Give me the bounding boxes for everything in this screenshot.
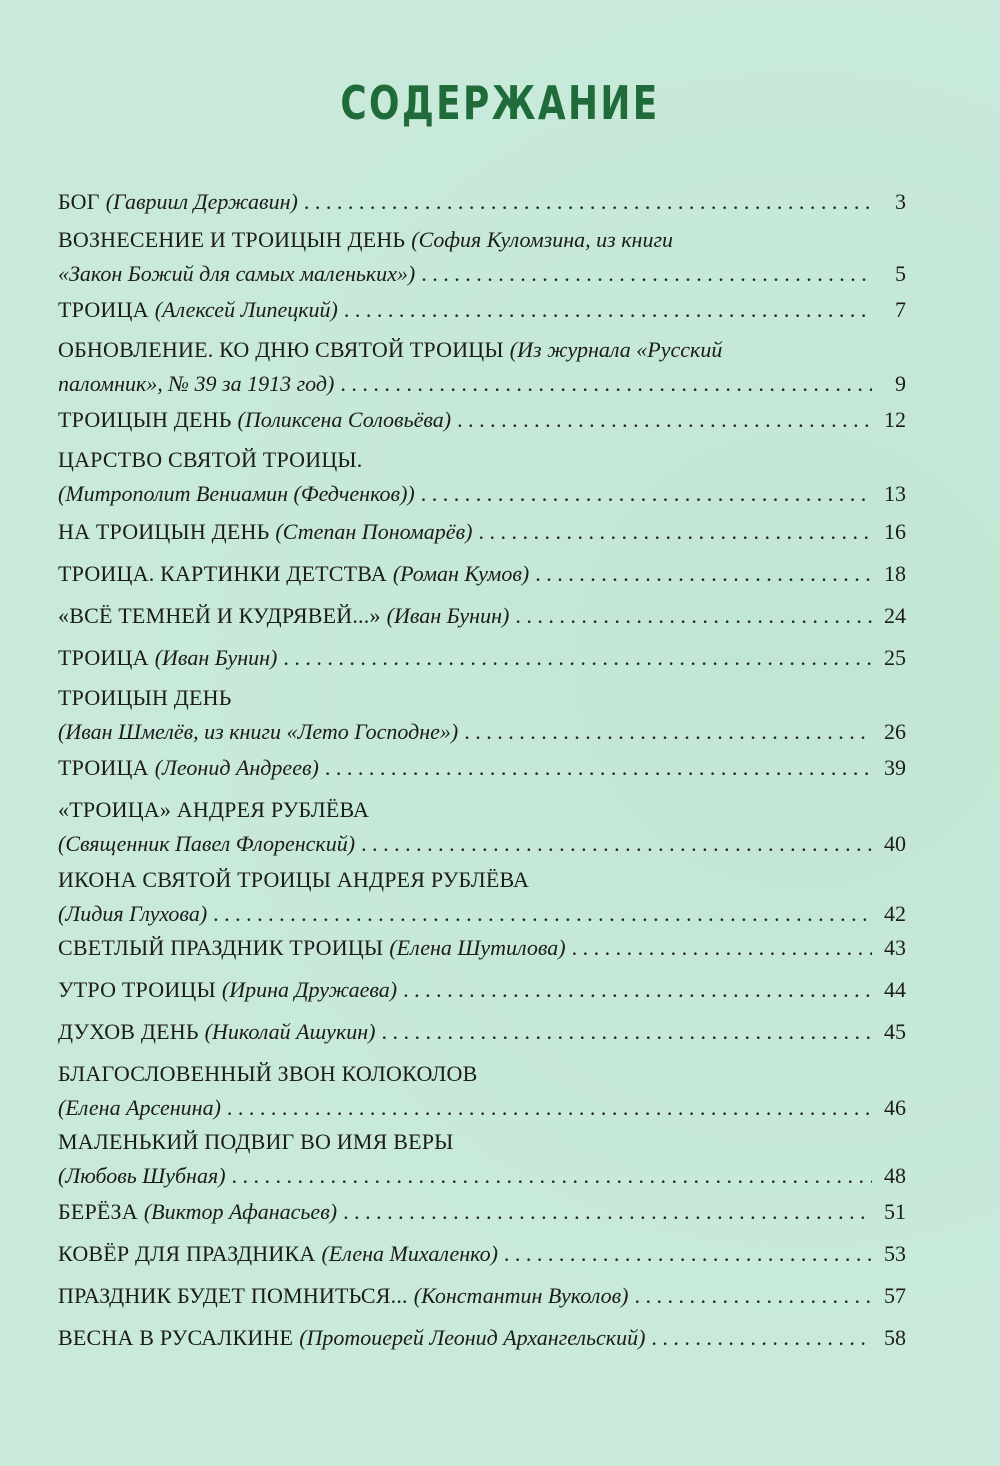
entry-title: ВОЗНЕСЕНИЕ И ТРОИЦЫН ДЕНЬ [58,227,406,252]
entry-page-number: 39 [884,755,906,780]
entry-page-number: 57 [884,1283,906,1308]
entry-page-number: 24 [884,603,906,628]
entry-title: ИКОНА СВЯТОЙ ТРОИЦЫ АНДРЕЯ РУБЛЁВА [58,867,530,892]
leader-dots [361,830,872,858]
toc-entry[interactable] [58,1240,906,1268]
entry-title: ОБНОВЛЕНИЕ. КО ДНЮ СВЯТОЙ ТРОИЦЫ [58,337,504,362]
leader-dots [535,560,872,588]
entry-author: паломник», № 39 за 1913 год) [58,371,335,396]
page-title: СОДЕРЖАНИЕ [340,76,660,130]
entry-title: МАЛЕНЬКИЙ ПОДВИГ ВО ИМЯ ВЕРЫ [58,1129,454,1154]
entry-author: (Ирина Дружаева) [221,977,398,1002]
entry-title: «ВСЁ ТЕМНЕЙ И КУДРЯВЕЙ...» [58,603,381,628]
entry-title: БОГ [58,189,100,214]
entry-page-number: 58 [884,1325,906,1350]
entry-author: (Священник Павел Флоренский) [58,831,356,856]
leader-dots [227,1094,872,1122]
toc-entry[interactable] [58,1060,906,1122]
toc-entry[interactable] [58,644,906,672]
entry-page-number: 42 [884,901,906,926]
entry-author: (Елена Шутилова) [389,935,566,960]
leader-dots [515,602,872,630]
leader-dots [343,1198,872,1226]
leader-dots [344,296,872,324]
entry-title: ТРОИЦА [58,645,149,670]
toc-entry[interactable] [58,1128,906,1190]
toc-entry[interactable] [58,934,906,962]
toc-entry[interactable] [58,1198,906,1226]
entry-author: (Леонид Андреев) [154,755,319,780]
entry-title: БЕРЁЗА [58,1199,138,1224]
entry-author: (Степан Пономарёв) [275,519,473,544]
entry-title: ЦАРСТВО СВЯТОЙ ТРОИЦЫ. [58,447,363,472]
toc-entry[interactable] [58,336,906,398]
entry-title: ТРОИЦА [58,297,149,322]
toc-entry[interactable] [58,446,906,508]
toc-entry[interactable] [58,602,906,630]
entry-page-number: 40 [884,831,906,856]
leader-dots [457,406,872,434]
entry-page-number: 43 [884,935,906,960]
leader-dots [421,480,872,508]
entry-author: (Елена Михаленко) [321,1241,498,1266]
entry-page-number: 3 [895,189,906,214]
entry-author: (София Куломзина, из книги [411,227,674,252]
entry-page-number: 12 [884,407,906,432]
entry-title: «ТРОИЦА» АНДРЕЯ РУБЛЁВА [58,797,370,822]
entry-author: (Константин Вуколов) [413,1283,629,1308]
entry-author: (Из журнала «Русский [509,337,723,362]
toc-entry[interactable] [58,1324,906,1352]
toc-entry[interactable] [58,1018,906,1046]
entry-author: (Иван Бунин) [154,645,278,670]
entry-author: (Николай Ашукин) [204,1019,376,1044]
entry-page-number: 16 [884,519,906,544]
entry-page-number: 44 [884,977,906,1002]
leader-dots [421,260,872,288]
leader-dots [464,718,872,746]
leader-dots [381,1018,872,1046]
entry-title: ВЕСНА В РУСАЛКИНЕ [58,1325,294,1350]
leader-dots [283,644,872,672]
entry-title: УТРО ТРОИЦЫ [58,977,216,1002]
entry-title: КОВЁР ДЛЯ ПРАЗДНИКА [58,1241,316,1266]
entry-author: (Протоиерей Леонид Архангельский) [299,1325,646,1350]
leader-dots [572,934,872,962]
entry-title: ДУХОВ ДЕНЬ [58,1019,199,1044]
entry-title: НА ТРОИЦЫН ДЕНЬ [58,519,270,544]
leader-dots [504,1240,872,1268]
entry-author: (Поликсена Соловьёва) [237,407,452,432]
entry-page-number: 48 [884,1163,906,1188]
entry-author: (Алексей Липецкий) [154,297,338,322]
entry-page-number: 25 [884,645,906,670]
toc-entry[interactable] [58,560,906,588]
toc-entry[interactable] [58,866,906,928]
toc-entry[interactable] [58,796,906,858]
leader-dots [634,1282,872,1310]
leader-dots [232,1162,872,1190]
entry-page-number: 53 [884,1241,906,1266]
entry-author: (Роман Кумов) [392,561,530,586]
entry-page-number: 26 [884,719,906,744]
toc-entry[interactable] [58,188,906,216]
entry-author: (Иван Шмелёв, из книги «Лето Господне») [58,719,459,744]
entry-author: (Митрополит Вениамин (Федченков)) [58,481,415,506]
entry-title: БЛАГОСЛОВЕННЫЙ ЗВОН КОЛОКОЛОВ [58,1061,478,1086]
entry-author: (Гавриил Державин) [105,189,298,214]
entry-page-number: 18 [884,561,906,586]
leader-dots [340,370,872,398]
entry-author: (Иван Бунин) [386,603,510,628]
entry-title: ТРОИЦЫН ДЕНЬ [58,685,232,710]
leader-dots [304,188,872,216]
leader-dots [325,754,872,782]
entry-page-number: 46 [884,1095,906,1120]
leader-dots [403,976,872,1004]
entry-title: СВЕТЛЫЙ ПРАЗДНИК ТРОИЦЫ [58,935,384,960]
entry-author: «Закон Божий для самых маленьких») [58,261,416,286]
toc-entry[interactable] [58,754,906,782]
entry-title: ПРАЗДНИК БУДЕТ ПОМНИТЬСЯ... [58,1283,408,1308]
leader-dots [651,1324,872,1352]
toc-entry[interactable] [58,684,906,746]
entry-page-number: 45 [884,1019,906,1044]
entry-title: ТРОИЦЫН ДЕНЬ [58,407,232,432]
toc-entry[interactable] [58,976,906,1004]
entry-page-number: 9 [895,371,906,396]
toc-entry[interactable] [58,226,906,288]
toc-entry[interactable] [58,1282,906,1310]
entry-author: (Виктор Афанасьев) [143,1199,338,1224]
entry-author: (Любовь Шубная) [58,1163,226,1188]
entry-page-number: 7 [895,297,906,322]
entry-author: (Лидия Глухова) [58,901,208,926]
entry-author: (Елена Арсенина) [58,1095,221,1120]
toc-entry[interactable] [58,518,906,546]
entry-title: ТРОИЦА. КАРТИНКИ ДЕТСТВА [58,561,387,586]
entry-page-number: 13 [884,481,906,506]
leader-dots [478,518,872,546]
entry-title: ТРОИЦА [58,755,149,780]
leader-dots [213,900,872,928]
entry-page-number: 51 [884,1199,906,1224]
toc-entry[interactable] [58,296,906,324]
toc-entry[interactable] [58,406,906,434]
entry-page-number: 5 [895,261,906,286]
